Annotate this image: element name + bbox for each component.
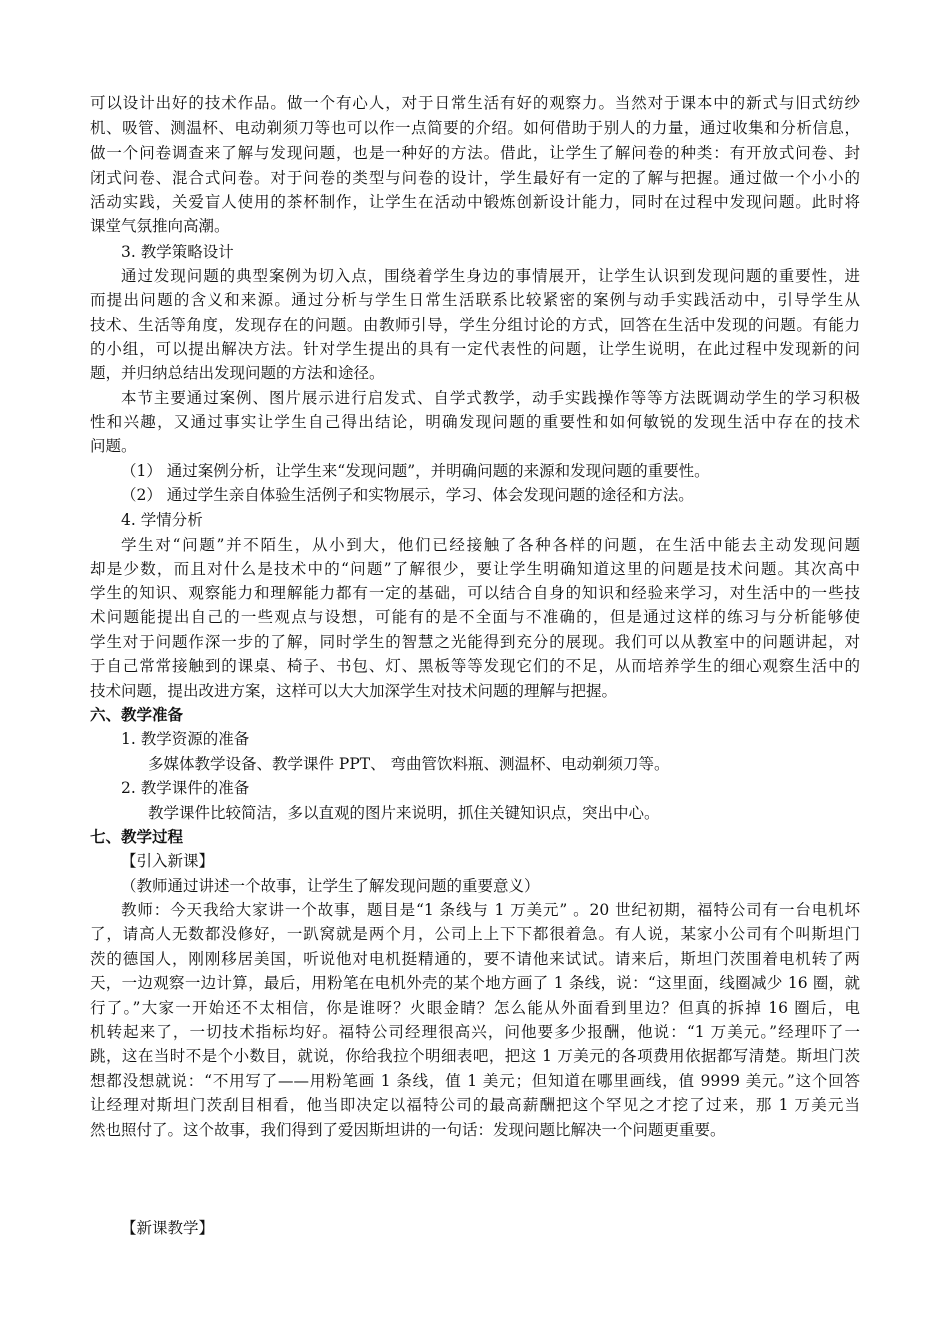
paragraph-line: 可以设计出好的技术作品。做一个有心人，对于日常生活有好的观察力。当然对于课本中的新式与旧式纺纱 [90, 94, 860, 112]
list-item: （2） 通过学生亲自体验生活例子和实物展示，学习、体会发现问题的途径和方法。 [121, 486, 694, 504]
list-item: （1） 通过案例分析，让学生来“发现问题”，并明确问题的来源和发现问题的重要性。 [121, 462, 710, 480]
paragraph-line: 的小组，可以提出解决方法。针对学生提出的具有一定代表性的问题，让学生说明，在此过程中发现新的问 [90, 340, 860, 358]
section-subheading: 【新课教学】 [121, 1219, 215, 1237]
paragraph-line: 性和兴趣，又通过事实让学生自己得出结论，明确发现问题的重要性和如何敏锐的发现生活中存在的技术 [90, 413, 860, 431]
paragraph-line: 想都没想就说：“不用写了——用粉笔画 1 条线，值 1 美元；但知道在哪里画线，值 9999 美元。”这个回答 [90, 1072, 860, 1090]
paragraph-line: 跳，这在当时不是个小数目，就说，你给我拉个明细表吧，把这 1 万美元的各项费用依据都写清楚。斯坦门茨 [90, 1047, 860, 1065]
section-subheading: 1. 教学资源的准备 [121, 730, 250, 748]
paragraph-line: 而提出问题的含义和来源。通过分析与学生日常生活联系比较紧密的案例与动手实践活动中，引导学生从 [90, 291, 860, 309]
section-heading: 六、教学准备 [90, 705, 184, 724]
paragraph-line: 本节主要通过案例、图片展示进行启发式、自学式教学，动手实践操作等等方法既调动学生的学习积极 [121, 389, 860, 407]
paragraph-line: 学生对于问题作深一步的了解，同时学生的智慧之光能得到充分的展现。我们可以从教室中的问题讲起，对 [90, 633, 860, 651]
paragraph-line: 教学课件比较简洁，多以直观的图片来说明，抓住关键知识点，突出中心。 [148, 804, 660, 822]
paragraph-line: 行了。”大家一开始还不太相信，你是谁呀？火眼金睛？怎么能从外面看到里边？但真的拆掉 16 圈后，电 [90, 999, 860, 1017]
paragraph-line: （教师通过讲述一个故事，让学生了解发现问题的重要意义） [121, 877, 540, 895]
paragraph-line: 教师：今天我给大家讲一个故事，题目是“1 条线与 1 万美元” 。20 世纪初期，福特公司有一台电机坏 [121, 901, 860, 919]
section-subheading: 【引入新课】 [121, 852, 215, 870]
paragraph-line: 技术问题，提出改进方案，这样可以大大加深学生对技术问题的理解与把握。 [90, 682, 618, 700]
paragraph-line: 茨的德国人，刚刚移居美国，听说他对电机挺精通的，要不请他来试试。请来后，斯坦门茨围着电机转了两 [90, 950, 860, 968]
paragraph-line: 活动实践，关爱盲人使用的茶杯制作，让学生在活动中锻炼创新设计能力，同时在过程中发现问题。此时将 [90, 193, 860, 211]
paragraph-line: 问题。 [90, 437, 137, 455]
paragraph-line: 然也照付了。这个故事，我们得到了爱因斯坦讲的一句话：发现问题比解决一个问题更重要。 [90, 1121, 726, 1139]
paragraph-line: 做一个问卷调查来了解与发现问题，也是一种好的方法。借此，让学生了解问卷的种类：有开放式问卷、封 [90, 144, 860, 162]
paragraph-line: 学生对“问题”并不陌生，从小到大，他们已经接触了各种各样的问题，在生活中能去主动发现问题 [121, 536, 860, 554]
paragraph-line: 多媒体教学设备、教学课件 PPT、 弯曲管饮料瓶、测温杯、电动剃须刀等。 [148, 755, 670, 773]
section-subheading: 4. 学情分析 [121, 511, 203, 529]
paragraph-line: 于自己常常接触到的课桌、椅子、书包、灯、黑板等等发现它们的不足，从而培养学生的细心观察生活中的 [90, 657, 860, 675]
section-subheading: 2. 教学课件的准备 [121, 779, 250, 797]
section-heading: 七、教学过程 [90, 827, 184, 846]
paragraph-line: 机转起来了，一切技术指标均好。福特公司经理很高兴，问他要多少报酬，他说：“1 万美元。”经理吓了一 [90, 1023, 860, 1041]
paragraph-line: 通过发现问题的典型案例为切入点，围绕着学生身边的事情展开，让学生认识到发现问题的重要性，进 [121, 267, 860, 285]
paragraph-line: 术问题能提出自己的一些观点与设想，可能有的是不全面与不准确的，但是通过这样的练习与分析能够使 [90, 608, 860, 626]
paragraph-line: 了，请高人无数都没修好，一趴窝就是两个月，公司上上下下都很着急。有人说，某家小公司有个叫斯坦门 [90, 925, 860, 943]
paragraph-line: 天，一边观察一边计算，最后，用粉笔在电机外壳的某个地方画了 1 条线，说：“这里面，线圈减少 16 圈，就 [90, 974, 860, 992]
paragraph-line: 课堂气氛推向高潮。 [90, 217, 230, 235]
paragraph-line: 机、吸管、测温杯、电动剃须刀等也可以作一点简要的介绍。如何借助于别人的力量，通过收集和分析信息， [90, 119, 860, 137]
paragraph-line: 却是少数，而且对什么是技术中的“问题”了解很少，要让学生明确知道这里的问题是技术问题。其次高中 [90, 560, 860, 578]
paragraph-line: 技术、生活等角度，发现存在的问题。由教师引导，学生分组讨论的方式，回答在生活中发现的问题。有能力 [90, 316, 860, 334]
section-subheading: 3. 教学策略设计 [121, 243, 234, 261]
paragraph-line: 让经理对斯坦门茨刮目相看，他当即决定以福特公司的最高薪酬把这个罕见之才挖了过来，那 1 万美元当 [90, 1096, 860, 1114]
paragraph-line: 闭式问卷、混合式问卷。对于问卷的类型与问卷的设计，学生最好有一定的了解与把握。通过做一个小小的 [90, 169, 860, 187]
paragraph-line: 题，并归纳总结出发现问题的方法和途径。 [90, 364, 385, 382]
paragraph-line: 学生的知识、观察能力和理解能力都有一定的基础，可以结合自身的知识和经验来学习，对生活中的一些技 [90, 584, 860, 602]
